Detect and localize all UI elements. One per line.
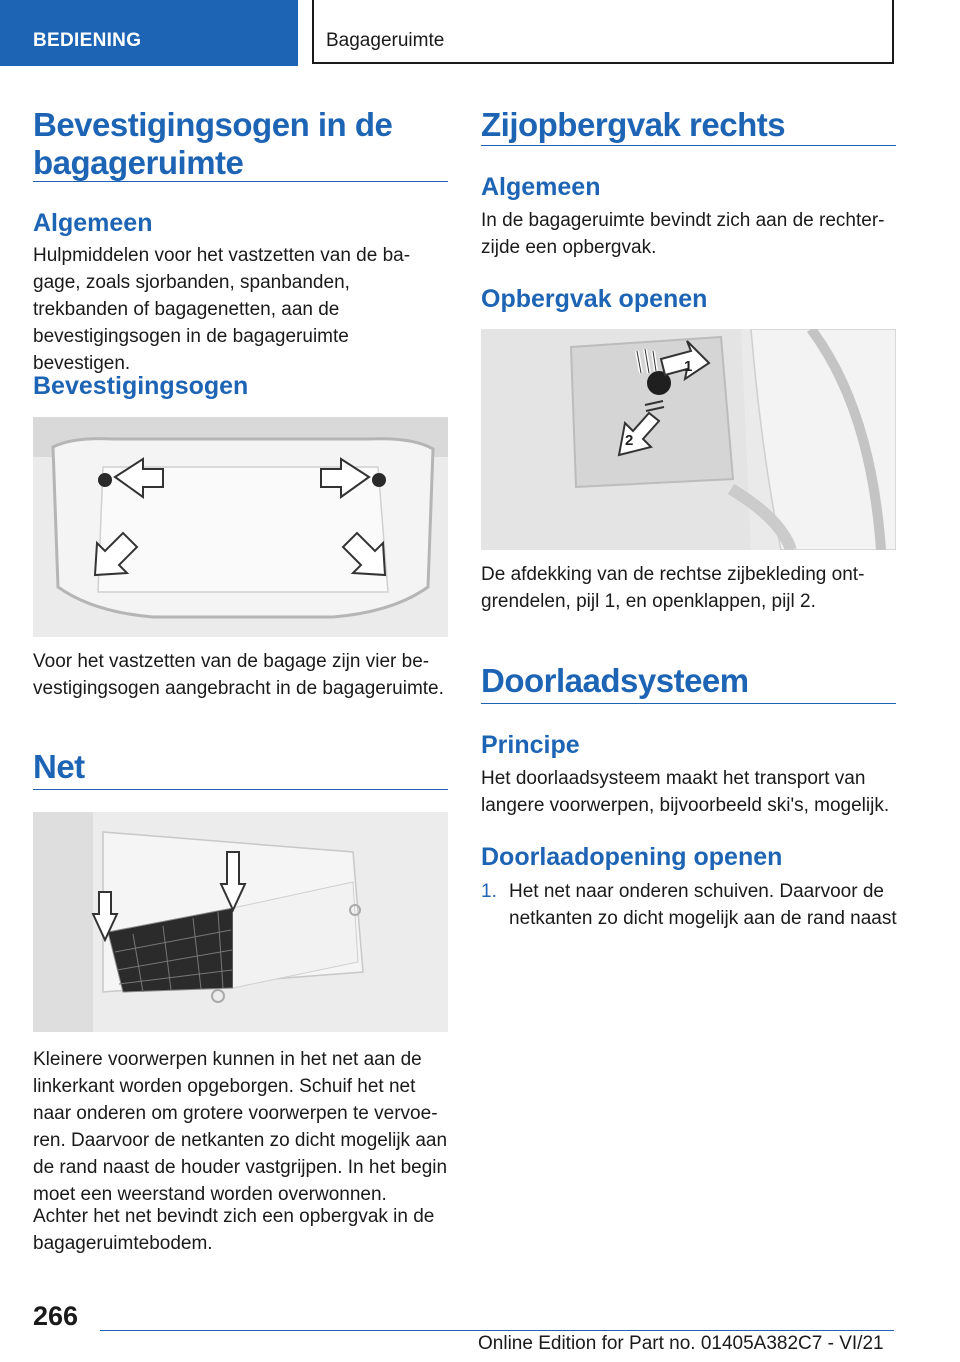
- bevestigingsogen-heading: Bevestigingsogen: [33, 372, 249, 400]
- algemeen-text: Hulpmiddelen voor het vastzetten van de bagage, zoals sjorbanden, spanbanden, trekbanden of bagagenetten, aan de bevestigingsogen in de bagageruimte bevestigen.: [33, 245, 411, 374]
- doorlaadsysteem-title: Doorlaadsysteem: [481, 662, 749, 699]
- net-rule: [33, 789, 448, 790]
- bevestigingsogen-title: Bevestigingsogen in de bagageruimte: [33, 106, 393, 181]
- net-text-2: Achter het net bevindt zich een opbergvak in de bagageruimtebodem.: [33, 1206, 435, 1254]
- right-algemeen-heading: Algemeen: [481, 173, 601, 201]
- step-1-text: Het net naar onderen schuiven. Daarvoor de netkanten zo dicht mogelijk aan de rand naast: [509, 881, 897, 929]
- title-rule: [33, 181, 448, 182]
- principe-heading: Principe: [481, 731, 580, 759]
- principe-text: Het doorlaadsysteem maakt het transport van langere voorwerpen, bijvoorbeeld ski's, mogelijk.: [481, 768, 890, 816]
- doorlaadsysteem-rule: [481, 703, 896, 704]
- side-compartment-figure: [481, 329, 896, 550]
- bevestigingsogen-text: Voor het vastzetten van de bagage zijn vier bevestigingsogen aangebracht in de bagageruimte.: [33, 651, 444, 699]
- section-tab: [0, 0, 298, 66]
- trunk-net-figure: [33, 812, 448, 1032]
- net-text-1: Kleinere voorwerpen kunnen in het net aan de linkerkant worden opgeborgen. Schuif het net naar onderen om grotere voorwerpen te vervoeren. Daarvoor de netkanten zo dicht mogelijk aan de rand naast de houder vastgrijpen. In het begin moet een weerstand worden overwonnen.: [33, 1049, 448, 1205]
- trunk-lashing-eyes-figure: [33, 417, 448, 637]
- chapter-header: [312, 0, 894, 64]
- footer-rule: [100, 1330, 894, 1331]
- zijopbergvak-title: Zijopbergvak rechts: [481, 106, 786, 143]
- chapter-label: Bagageruimte: [326, 30, 445, 51]
- algemeen-heading: Algemeen: [33, 209, 153, 237]
- right-algemeen-text: In de bagageruimte bevindt zich aan de rechterzijde een opbergvak.: [481, 210, 885, 258]
- page-number: 266: [33, 1301, 79, 1331]
- net-title: Net: [33, 748, 85, 785]
- section-label: BEDIENING: [33, 30, 142, 51]
- step-1-number: 1.: [481, 881, 497, 902]
- zijopbergvak-rule: [481, 145, 896, 146]
- opbergvak-openen-text: De afdekking van de rechtse zijbekleding ontgrendelen, pijl 1, en openklappen, pijl 2.: [481, 564, 865, 612]
- arrow-1-label: 1: [684, 358, 693, 375]
- opbergvak-openen-heading: Opbergvak openen: [481, 285, 708, 313]
- edition-footer: Online Edition for Part no. 01405A382C7 - VI/21: [478, 1333, 884, 1354]
- doorlaadopening-heading: Doorlaadopening openen: [481, 843, 783, 871]
- arrow-2-label: 2: [625, 432, 634, 449]
